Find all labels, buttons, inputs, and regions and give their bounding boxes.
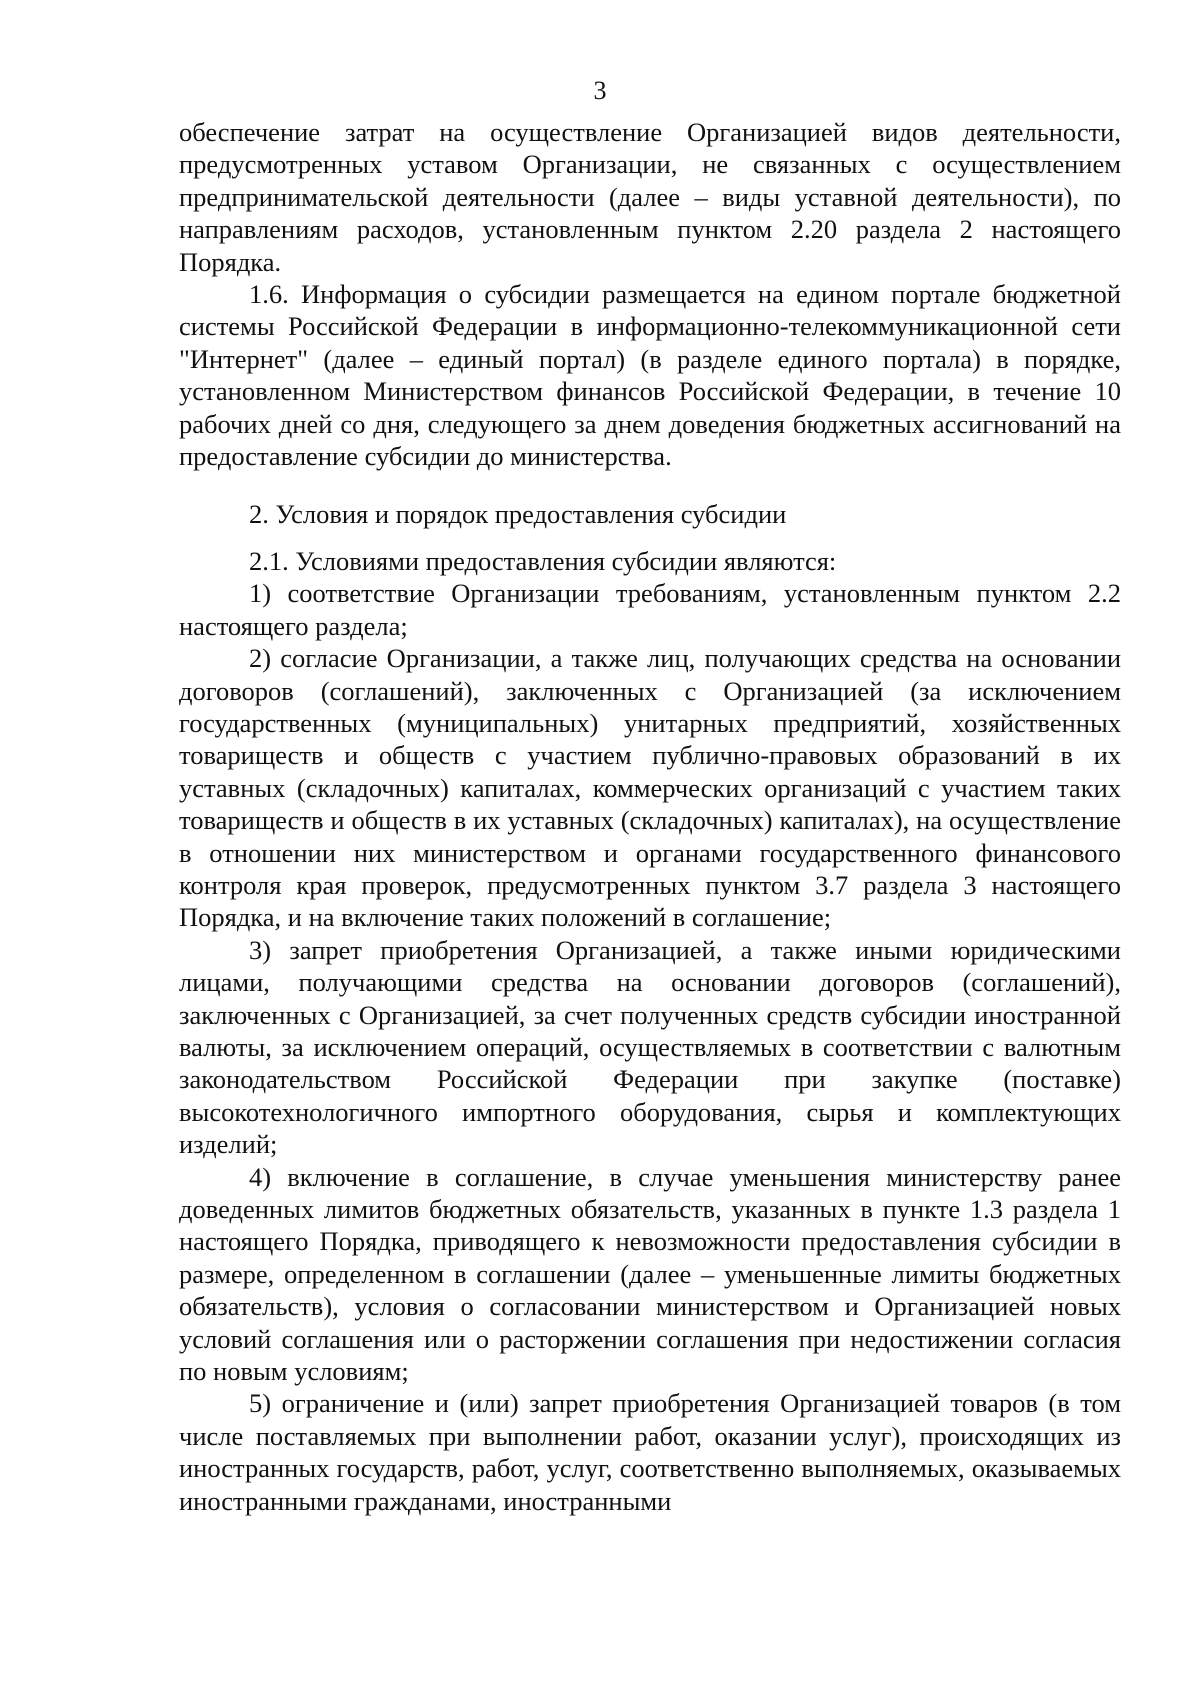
page-number: 3 <box>593 76 607 105</box>
list-item-2: 2) согласие Организации, а также лиц, получающих средства на основании договоров (соглашений), заключенных с Организацией (за исключением государственных (муниципальных) унитарных предприятий, хозяйственных товариществ и обществ с участием публично-правовых образований в их уставных (складочных) капиталах, коммерческих организаций с участием таких товариществ и обществ в их уставных (складочных) капиталах), на осуществление в отношении них министерством и органами государственного финансового контроля края проверок, предусмотренных пунктом 3.7 раздела 3 настоящего Порядка, и на включение таких положений в соглашение; <box>179 643 1121 933</box>
document-body <box>179 116 1121 1517</box>
list-item-1: 1) соответствие Организации требованиям, установленным пунктом 2.2 настоящего раздела; <box>179 578 1121 641</box>
paragraph-continuation: обеспечение затрат на осуществление Организацией видов деятельности, предусмотренных уставом Организации, не связанных с осуществлением предпринимательской деятельности (далее – виды уставной деятельности), по направлениям расходов, установленным пунктом 2.20 раздела 2 настоящего Порядка. <box>179 117 1121 277</box>
list-item-5: 5) ограничение и (или) запрет приобретения Организацией товаров (в том числе поставляемых при выполнении работ, оказании услуг), происходящих из иностранных государств, работ, услуг, соответственно выполняемых, оказываемых иностранными гражданами, иностранными <box>179 1388 1121 1516</box>
list-item-4: 4) включение в соглашение, в случае уменьшения министерству ранее доведенных лимитов бюджетных обязательств, указанных в пункте 1.3 раздела 1 настоящего Порядка, приводящего к невозможности предоставления субсидии в размере, определенном в соглашении (далее – уменьшенные лимиты бюджетных обязательств), условия о согласовании министерством и Организацией новых условий соглашения или о расторжении соглашения при недостижении согласия по новым условиям; <box>179 1161 1121 1387</box>
list-item-3: 3) запрет приобретения Организацией, а также иными юридическими лицами, получающими средства на основании договоров (соглашений), заключенных с Организацией, за счет полученных средств субсидии иностранной валюты, за исключением операций, осуществляемых в соответствии с валютным законодательством Российской Федерации при закупке (поставке) высокотехнологичного импортного оборудования, сырья и комплектующих изделий; <box>179 934 1121 1160</box>
paragraph-1-6: 1.6. Информация о субсидии размещается на едином портале бюджетной системы Российской Федерации в информационно-телекоммуникационной сети "Интернет" (далее – единый портал) (в разделе единого портала) в порядке, установленном Министерством финансов Российской Федерации, в течение 10 рабочих дней со дня, следующего за днем доведения бюджетных ассигнований на предоставление субсидии до министерства. <box>179 279 1121 472</box>
section-heading: 2. Условия и порядок предоставления субсидии <box>249 499 787 530</box>
paragraph-2-1: 2.1. Условиями предоставления субсидии являются: <box>249 545 837 576</box>
